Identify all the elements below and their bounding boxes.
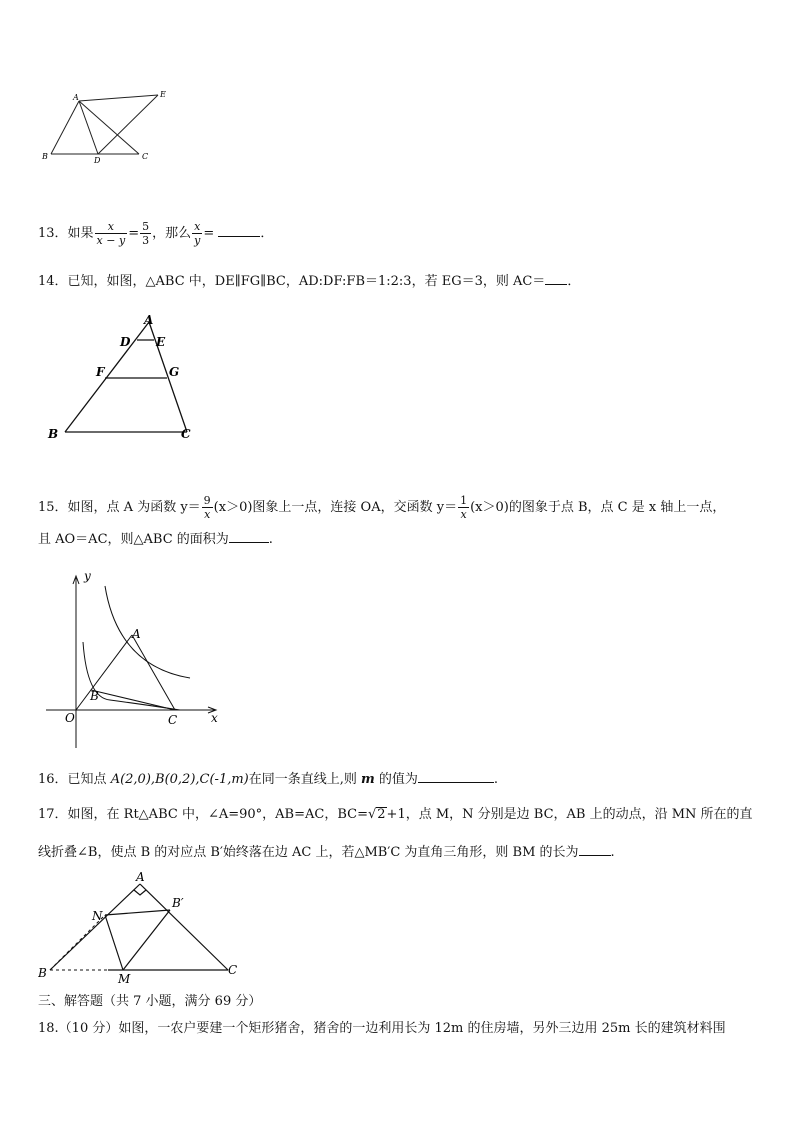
label-x: x	[211, 711, 218, 725]
answer-blank[interactable]	[218, 224, 260, 237]
label-B: B	[48, 427, 59, 441]
label-D: D	[94, 156, 101, 165]
q16-end: .	[493, 772, 499, 787]
q14-end: ．	[567, 274, 581, 289]
frac-den: x	[460, 508, 467, 521]
answer-blank[interactable]	[418, 770, 494, 783]
q17-line2: 线折叠∠B，使点 B 的对应点 B′始终落在边 AC 上，若△MB′C 为直角三角形，则 BM 的长为	[38, 845, 579, 860]
q13-end: ．	[260, 226, 274, 241]
label-D: D	[120, 335, 131, 349]
q15-part3: (x＞0)的图象于点 B，点 C 是 x 轴上一点，	[470, 500, 726, 515]
q17-part1: 17．如图，在 Rt△ABC 中，∠A=90°，AB=AC，BC=	[38, 807, 368, 822]
fraction-5-over-3	[140, 220, 151, 247]
label-C: C	[168, 713, 178, 727]
fraction-9-over-x	[202, 494, 213, 521]
question-15-line-1	[38, 494, 725, 521]
q15-part2: (x＞0)图象上一点，连接 OA，交函数 y＝	[213, 500, 458, 515]
q16-part2: 在同一条直线上,则	[248, 772, 362, 787]
label-A: A	[73, 93, 79, 102]
figure-q14	[40, 310, 200, 445]
equals-sign: =	[203, 226, 215, 241]
q16-m: m	[361, 772, 375, 787]
frac-num: 9	[203, 494, 211, 507]
frac-num: x	[95, 220, 128, 234]
fraction-1-over-x	[458, 494, 469, 521]
q15-part1: 15．如图，点 A 为函数 y＝	[38, 500, 201, 515]
label-C: C	[181, 427, 191, 441]
frac-den: y	[194, 234, 201, 247]
question-15-line-2	[38, 530, 273, 549]
figure-q17	[38, 870, 243, 988]
label-C: C	[228, 963, 238, 977]
q17-end: .	[610, 845, 615, 860]
sqrt-icon: √	[367, 807, 377, 822]
label-A: A	[132, 627, 141, 641]
label-E: E	[160, 90, 166, 99]
q13-prefix: 13．如果	[38, 226, 94, 241]
q13-mid: ，那么	[152, 226, 192, 241]
figure-q15	[40, 566, 230, 756]
label-A: A	[144, 313, 154, 327]
frac-den: x − y	[96, 234, 126, 247]
label-B: B	[38, 966, 47, 980]
q16-part1: 16．已知点	[38, 772, 111, 787]
frac-num: x	[194, 220, 201, 233]
frac-den: x	[204, 508, 211, 521]
label-C: C	[142, 152, 149, 161]
q14-text: 14．已知，如图，△ABC 中，DE∥FG∥BC，AD:DF:FB＝1:2:3，若 EG＝3，则 AC＝	[38, 274, 546, 289]
question-17-line-1	[38, 806, 753, 824]
label-B: B	[42, 152, 48, 161]
sqrt-radicand: 2	[377, 807, 386, 822]
question-18: 18.（10 分）如图，一农户要建一个矩形猪舍，猪舍的一边利用长为 12m 的住房墙，另外三边用 25m 长的建筑材料围	[38, 1021, 726, 1036]
label-M: M	[118, 972, 131, 986]
answer-blank[interactable]	[229, 530, 269, 543]
section-heading: 三、解答题（共 7 小题，满分 69 分）	[38, 994, 262, 1009]
question-13	[38, 220, 273, 247]
frac-num: 5	[142, 220, 150, 233]
label-N: N	[92, 909, 103, 923]
fraction-x-over-x-minus-y	[95, 220, 128, 247]
label-E: E	[156, 335, 166, 349]
answer-blank[interactable]	[579, 843, 611, 856]
figure-q12	[38, 88, 178, 168]
label-O: O	[65, 711, 75, 725]
label-G: G	[169, 365, 180, 379]
question-17-line-2	[38, 843, 615, 862]
label-B: B	[90, 689, 99, 703]
answer-blank[interactable]	[545, 272, 567, 285]
q17-part2: +1，点 M，N 分别是边 BC，AB 上的动点，沿 MN 所在的直	[386, 807, 753, 822]
equals-sign: =	[128, 226, 140, 241]
question-14	[38, 272, 580, 291]
q16-points: A(2,0),B(0,2),C(-1,m)	[110, 772, 249, 787]
q15-line2: 且 AO＝AC，则△ABC 的面积为	[38, 532, 229, 547]
label-F: F	[96, 365, 105, 379]
label-B-prime: B′	[172, 896, 184, 910]
fraction-x-over-y	[192, 220, 202, 247]
q15-end: .	[268, 532, 273, 547]
question-16	[38, 770, 498, 789]
frac-num: 1	[460, 494, 468, 507]
label-A: A	[136, 870, 145, 884]
frac-den: 3	[142, 234, 150, 247]
label-y: y	[84, 569, 91, 583]
q16-part3: 的值为	[374, 772, 418, 787]
